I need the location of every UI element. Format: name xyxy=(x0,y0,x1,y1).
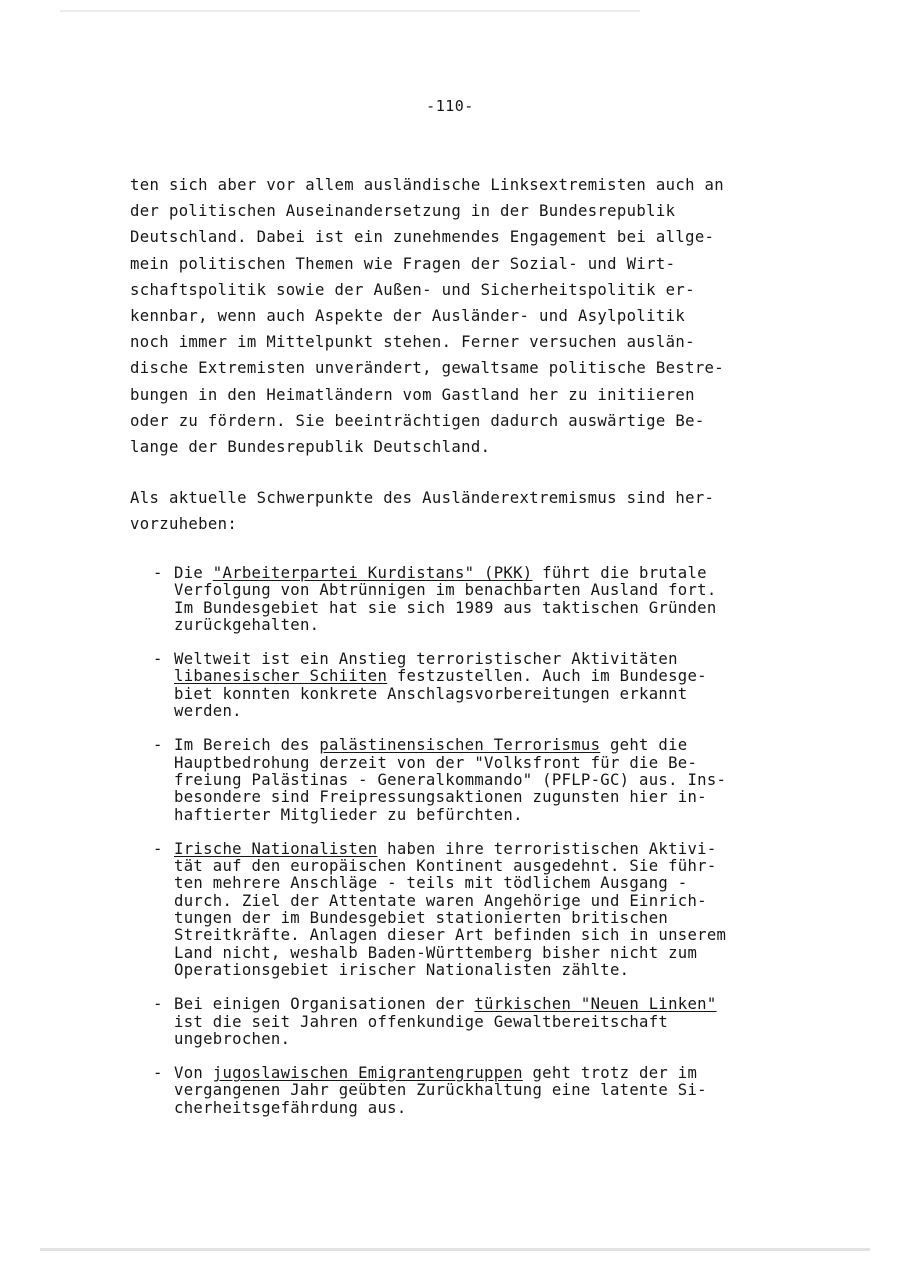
text-line: oder zu fördern. Sie beeinträchtigen dadurch auswärtige Be- xyxy=(130,411,705,430)
text-run: führt die brutale xyxy=(532,564,707,582)
body-paragraph-1 xyxy=(130,172,790,460)
underlined-term: türkischen "Neuen Linken" xyxy=(474,995,717,1014)
text-line: Hauptbedrohung derzeit von der "Volksfront für die Be- xyxy=(174,753,698,772)
scan-edge-bottom xyxy=(40,1248,870,1251)
text-line: tungen der im Bundesgebiet stationierten britischen xyxy=(174,909,669,928)
underlined-term: libanesischer Schiiten xyxy=(174,667,388,686)
text-line: ten mehrere Anschläge - teils mit tödlichem Ausgang - xyxy=(174,874,688,893)
list-item-jugoslawien xyxy=(153,1065,803,1117)
underlined-term: palästinensischen Terrorismus xyxy=(319,736,601,755)
list-item-palaestina xyxy=(153,737,803,823)
text-run: Im Bereich des xyxy=(174,736,320,755)
text-line: werden. xyxy=(174,702,242,721)
page-number: -110- xyxy=(426,97,474,115)
text-line: vergangenen Jahr geübten Zurückhaltung eine latente Si- xyxy=(174,1081,707,1100)
list-item-tuerkei xyxy=(153,996,803,1048)
text-line: Streitkräfte. Anlagen dieser Art befinden sich in unserem xyxy=(174,926,727,945)
text-line xyxy=(174,737,803,754)
text-line: lange der Bundesrepublik Deutschland. xyxy=(130,438,491,457)
text-line: Land nicht, weshalb Baden-Württemberg bisher nicht zum xyxy=(174,943,698,962)
dash-bullet: - xyxy=(153,736,163,755)
dash-bullet: - xyxy=(153,1064,163,1083)
text-line: haftierter Mitglieder zu befürchten. xyxy=(174,805,523,824)
text-line: vorzuheben: xyxy=(130,515,238,534)
text-run: Bei einigen Organisationen der xyxy=(174,995,475,1014)
text-run: geht die xyxy=(600,736,688,755)
list-item-pkk xyxy=(153,565,803,634)
dash-bullet: - xyxy=(153,839,163,858)
list-item-schiiten xyxy=(153,651,803,720)
text-run: Die xyxy=(174,564,213,582)
text-line: Operationsgebiet irischer Nationalisten zählte. xyxy=(174,960,630,979)
dash-bullet: - xyxy=(153,650,163,669)
text-run: Von xyxy=(174,1064,213,1083)
underlined-term: Irische Nationalisten xyxy=(174,839,378,858)
text-line: Verfolgung von Abtrünnigen im benachbarten Ausland fort. xyxy=(174,581,717,600)
text-line: noch immer im Mittelpunkt stehen. Ferner versuchen auslän- xyxy=(130,333,695,352)
text-line: ten sich aber vor allem ausländische Linksextremisten auch an xyxy=(130,176,725,194)
text-line: Weltweit ist ein Anstieg terroristischer Aktivitäten xyxy=(174,650,678,669)
text-run: geht trotz der im xyxy=(522,1064,698,1083)
dash-bullet: - xyxy=(153,995,163,1014)
text-line: biet konnten konkrete Anschlagsvorbereitungen erkannt xyxy=(174,684,688,703)
text-line: freiung Palästinas - Generalkommando" (PFLP-GC) aus. Ins- xyxy=(174,770,727,789)
body-paragraph-2 xyxy=(130,485,790,537)
text-line: der politischen Auseinandersetzung in der Bundesrepublik xyxy=(130,202,676,221)
list-item-irland xyxy=(153,841,803,979)
scan-edge-top xyxy=(60,10,640,12)
dash-bullet: - xyxy=(153,564,163,582)
text-line: Deutschland. Dabei ist ein zunehmendes Engagement bei allge- xyxy=(130,228,715,247)
text-line: besondere sind Freipressungsaktionen zugunsten hier in- xyxy=(174,788,707,807)
text-run: festzustellen. Auch im Bundesge- xyxy=(387,667,707,686)
text-line xyxy=(174,1065,803,1082)
underlined-term: jugoslawischen Emigrantengruppen xyxy=(212,1064,523,1083)
text-line: kennbar, wenn auch Aspekte der Ausländer- und Asylpolitik xyxy=(130,307,686,326)
text-line: cherheitsgefährdung aus. xyxy=(174,1098,407,1117)
text-line: zurückgehalten. xyxy=(174,615,320,634)
text-line: bungen in den Heimatländern vom Gastland her zu initiieren xyxy=(130,385,695,404)
text-line: ungebrochen. xyxy=(174,1029,291,1048)
text-line: durch. Ziel der Attentate waren Angehörige und Einrich- xyxy=(174,891,707,910)
text-line: schaftspolitik sowie der Außen- und Sicherheitspolitik er- xyxy=(130,280,695,299)
text-line: mein politischen Themen wie Fragen der Sozial- und Wirt- xyxy=(130,254,676,273)
text-line: ist die seit Jahren offenkundige Gewaltbereitschaft xyxy=(174,1012,669,1031)
underlined-term: "Arbeiterpartei Kurdistans" (PKK) xyxy=(212,564,533,582)
text-line: dische Extremisten unverändert, gewaltsame politische Bestre- xyxy=(130,359,725,378)
text-line xyxy=(174,565,803,582)
text-line xyxy=(174,668,803,685)
text-line: tät auf den europäischen Kontinent ausgedehnt. Sie führ- xyxy=(174,857,717,876)
text-line: Im Bundesgebiet hat sie sich 1989 aus taktischen Gründen xyxy=(174,598,717,617)
text-line xyxy=(174,841,803,858)
text-line xyxy=(174,996,803,1013)
focus-list xyxy=(153,565,803,1134)
text-line: Als aktuelle Schwerpunkte des Ausländerextremismus sind her- xyxy=(130,489,715,507)
text-run: haben ihre terroristischen Aktivi- xyxy=(377,839,717,858)
